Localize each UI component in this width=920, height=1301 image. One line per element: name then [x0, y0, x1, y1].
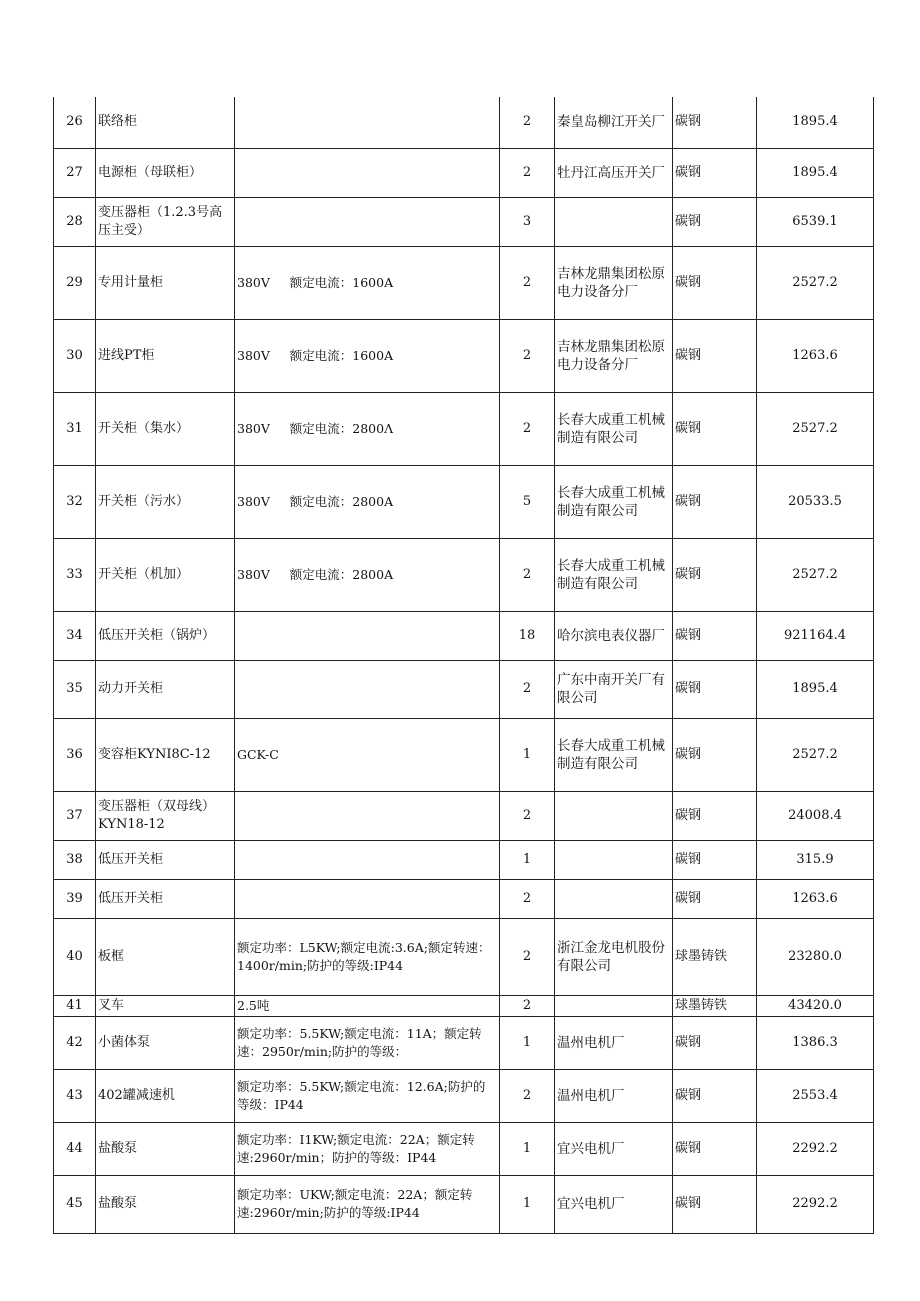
table-row [54, 879, 874, 918]
quantity: 1 [500, 1016, 555, 1069]
equipment-name: 电源柜（母联柜） [96, 148, 235, 197]
quantity: 2 [500, 879, 555, 918]
equipment-name: 开关柜（集水） [96, 392, 235, 465]
value: 1895.4 [757, 148, 874, 197]
material: 球墨铸铁 [673, 995, 757, 1016]
material: 碳钢 [673, 465, 757, 538]
material: 球墨铸铁 [673, 918, 757, 995]
equipment-name: 变容柜KYNI8C-12 [96, 718, 235, 791]
row-number: 37 [54, 791, 96, 840]
table-row [54, 197, 874, 246]
value: 6539.1 [757, 197, 874, 246]
equipment-name: 盐酸泵 [96, 1122, 235, 1175]
value: 23280.0 [757, 918, 874, 995]
table-row [54, 392, 874, 465]
manufacturer [555, 791, 673, 840]
row-number: 43 [54, 1069, 96, 1122]
table-row [54, 995, 874, 1016]
manufacturer: 哈尔滨电表仪器厂 [555, 611, 673, 660]
equipment-table [53, 97, 874, 1234]
specification [235, 197, 500, 246]
equipment-name: 低压开关柜 [96, 879, 235, 918]
manufacturer: 牡丹江高压开关厂 [555, 148, 673, 197]
row-number: 30 [54, 319, 96, 392]
specification: 380V 额定电流：2800Λ [235, 392, 500, 465]
row-number: 38 [54, 840, 96, 879]
table-row [54, 148, 874, 197]
value: 20533.5 [757, 465, 874, 538]
equipment-name: 进线PT柜 [96, 319, 235, 392]
table-row [54, 1016, 874, 1069]
row-number: 31 [54, 392, 96, 465]
material: 碳钢 [673, 97, 757, 148]
specification [235, 660, 500, 718]
value: 2527.2 [757, 718, 874, 791]
quantity: 2 [500, 97, 555, 148]
row-number: 40 [54, 918, 96, 995]
table-row [54, 1069, 874, 1122]
material: 碳钢 [673, 879, 757, 918]
table-row [54, 319, 874, 392]
value: 1895.4 [757, 97, 874, 148]
value: 2292.2 [757, 1122, 874, 1175]
equipment-name: 变压器柜（1.2.3号高压主受） [96, 197, 235, 246]
value: 2527.2 [757, 538, 874, 611]
material: 碳钢 [673, 1122, 757, 1175]
equipment-name: 小菌体泵 [96, 1016, 235, 1069]
specification: GCK-C [235, 718, 500, 791]
quantity: 2 [500, 538, 555, 611]
manufacturer: 长春大成重工机械制造有限公司 [555, 538, 673, 611]
equipment-name: 板框 [96, 918, 235, 995]
value: 921164.4 [757, 611, 874, 660]
quantity: 1 [500, 1175, 555, 1233]
material: 碳钢 [673, 611, 757, 660]
row-number: 44 [54, 1122, 96, 1175]
specification: 额定功率：5.5KW;额定电流：11A；额定转速：2950r/min;防护的等级： [235, 1016, 500, 1069]
specification: 2.5吨 [235, 995, 500, 1016]
row-number: 41 [54, 995, 96, 1016]
material: 碳钢 [673, 319, 757, 392]
material: 碳钢 [673, 392, 757, 465]
manufacturer [555, 197, 673, 246]
table-row [54, 660, 874, 718]
manufacturer: 广东中南开关厂有限公司 [555, 660, 673, 718]
material: 碳钢 [673, 718, 757, 791]
table-row [54, 538, 874, 611]
specification [235, 97, 500, 148]
quantity: 2 [500, 246, 555, 319]
equipment-name: 开关柜（污水） [96, 465, 235, 538]
manufacturer: 长春大成重工机械制造有限公司 [555, 465, 673, 538]
table-row [54, 465, 874, 538]
quantity: 2 [500, 660, 555, 718]
value: 1263.6 [757, 319, 874, 392]
specification: 380V 额定电流：1600A [235, 246, 500, 319]
quantity: 1 [500, 718, 555, 791]
specification: 380V 额定电流：2800A [235, 538, 500, 611]
quantity: 2 [500, 791, 555, 840]
value: 2527.2 [757, 246, 874, 319]
table-body [54, 97, 874, 1233]
specification [235, 611, 500, 660]
material: 碳钢 [673, 791, 757, 840]
quantity: 2 [500, 995, 555, 1016]
table-row [54, 718, 874, 791]
equipment-name: 402罐减速机 [96, 1069, 235, 1122]
quantity: 1 [500, 1122, 555, 1175]
equipment-name: 专用计量柜 [96, 246, 235, 319]
row-number: 28 [54, 197, 96, 246]
quantity: 5 [500, 465, 555, 538]
value: 1386.3 [757, 1016, 874, 1069]
specification: 额定功率：UKW;额定电流：22A；额定转速:2960r/min;防护的等级:IP44 [235, 1175, 500, 1233]
row-number: 26 [54, 97, 96, 148]
row-number: 32 [54, 465, 96, 538]
manufacturer: 宜兴电机厂 [555, 1175, 673, 1233]
material: 碳钢 [673, 840, 757, 879]
equipment-name: 动力开关柜 [96, 660, 235, 718]
manufacturer: 温州电机厂 [555, 1069, 673, 1122]
row-number: 39 [54, 879, 96, 918]
manufacturer: 吉林龙鼎集团松原电力设备分厂 [555, 319, 673, 392]
quantity: 2 [500, 392, 555, 465]
specification [235, 879, 500, 918]
specification: 380V 额定电流：2800A [235, 465, 500, 538]
quantity: 2 [500, 319, 555, 392]
material: 碳钢 [673, 197, 757, 246]
value: 2292.2 [757, 1175, 874, 1233]
equipment-name: 叉车 [96, 995, 235, 1016]
material: 碳钢 [673, 660, 757, 718]
material: 碳钢 [673, 1016, 757, 1069]
material: 碳钢 [673, 1175, 757, 1233]
table-row [54, 791, 874, 840]
table-row [54, 611, 874, 660]
material: 碳钢 [673, 148, 757, 197]
row-number: 34 [54, 611, 96, 660]
quantity: 2 [500, 918, 555, 995]
specification [235, 148, 500, 197]
manufacturer [555, 995, 673, 1016]
value: 2527.2 [757, 392, 874, 465]
specification: 380V 额定电流：1600A [235, 319, 500, 392]
material: 碳钢 [673, 1069, 757, 1122]
row-number: 42 [54, 1016, 96, 1069]
specification: 额定功率：5.5KW;额定电流：12.6A;防护的等级：IP44 [235, 1069, 500, 1122]
value: 2553.4 [757, 1069, 874, 1122]
table-row [54, 246, 874, 319]
specification [235, 791, 500, 840]
table-row [54, 918, 874, 995]
equipment-name: 变压器柜（双母线）KYN18-12 [96, 791, 235, 840]
material: 碳钢 [673, 538, 757, 611]
manufacturer: 长春大成重工机械制造有限公司 [555, 392, 673, 465]
specification: 额定功率：L5KW;额定电流:3.6A;额定转速：1400r/min;防护的等级:IP44 [235, 918, 500, 995]
material: 碳钢 [673, 246, 757, 319]
manufacturer: 秦皇岛柳江开关厂 [555, 97, 673, 148]
row-number: 27 [54, 148, 96, 197]
value: 1895.4 [757, 660, 874, 718]
value: 1263.6 [757, 879, 874, 918]
manufacturer: 宜兴电机厂 [555, 1122, 673, 1175]
value: 43420.0 [757, 995, 874, 1016]
equipment-name: 联络柜 [96, 97, 235, 148]
row-number: 33 [54, 538, 96, 611]
quantity: 3 [500, 197, 555, 246]
specification [235, 840, 500, 879]
equipment-name: 低压开关柜 [96, 840, 235, 879]
row-number: 36 [54, 718, 96, 791]
manufacturer: 浙江金龙电机股份有限公司 [555, 918, 673, 995]
value: 315.9 [757, 840, 874, 879]
table-row [54, 840, 874, 879]
manufacturer [555, 879, 673, 918]
equipment-name: 低压开关柜（锅炉） [96, 611, 235, 660]
row-number: 35 [54, 660, 96, 718]
equipment-name: 盐酸泵 [96, 1175, 235, 1233]
table-row [54, 1175, 874, 1233]
quantity: 2 [500, 148, 555, 197]
manufacturer [555, 840, 673, 879]
value: 24008.4 [757, 791, 874, 840]
row-number: 29 [54, 246, 96, 319]
specification: 额定功率：I1KW;额定电流：22A；额定转速:2960r/min；防护的等级：IP44 [235, 1122, 500, 1175]
row-number: 45 [54, 1175, 96, 1233]
table-row [54, 1122, 874, 1175]
manufacturer: 吉林龙鼎集团松原电力设备分厂 [555, 246, 673, 319]
manufacturer: 温州电机厂 [555, 1016, 673, 1069]
quantity: 18 [500, 611, 555, 660]
quantity: 1 [500, 840, 555, 879]
quantity: 2 [500, 1069, 555, 1122]
table-row [54, 97, 874, 148]
manufacturer: 长春大成重工机械制造有限公司 [555, 718, 673, 791]
equipment-name: 开关柜（机加） [96, 538, 235, 611]
